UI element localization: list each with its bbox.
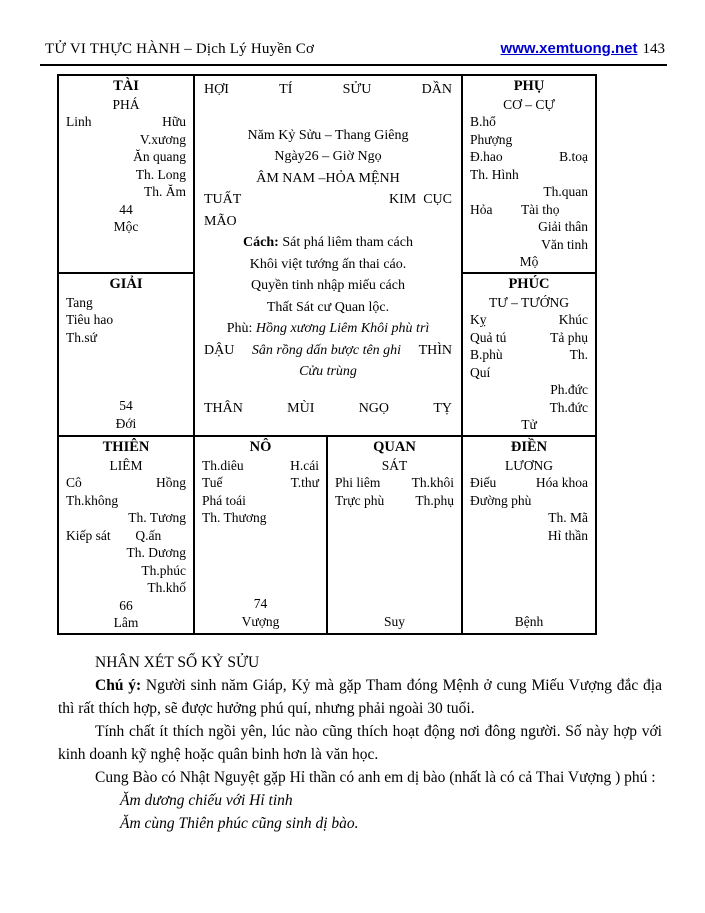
palace-thien xyxy=(59,437,193,633)
star-name: Cô xyxy=(66,475,82,490)
palace-phuc xyxy=(463,274,595,435)
star-name: Quả tú xyxy=(470,329,507,345)
branch-row-mao xyxy=(204,211,452,233)
star-line xyxy=(335,474,454,492)
star-name: Văn tinh xyxy=(541,236,588,252)
birth-info xyxy=(204,125,452,190)
star-name: Linh xyxy=(66,114,92,129)
life-stage: Bệnh xyxy=(514,613,544,629)
star-name: Quí xyxy=(470,364,491,380)
palace-no xyxy=(195,437,326,633)
star-name: Th. Dương xyxy=(126,545,186,560)
destiny-line: ÂM NAM –HỎA MỆNH xyxy=(256,170,400,186)
star-line xyxy=(470,183,588,201)
star-line xyxy=(66,509,186,527)
star-line xyxy=(470,131,588,149)
star-line xyxy=(470,474,588,492)
star-line xyxy=(470,399,588,417)
star-name: Điếu xyxy=(470,475,497,490)
tuvi-chart xyxy=(57,74,597,635)
verse-line: Ăm dương chiếu với Hỉ tinh xyxy=(120,792,293,809)
palace-title: GIẢI xyxy=(109,276,143,292)
cach-line-3: Quyền tinh nhập miếu cách xyxy=(251,278,405,293)
star-line xyxy=(470,166,588,184)
website-link[interactable]: www.xemtuong.net xyxy=(500,40,638,57)
phu-line-3 xyxy=(204,361,452,383)
palace-subtitle: PHÁ xyxy=(112,96,140,112)
star-name: Th.quan xyxy=(543,184,588,199)
star-name: Th.đức xyxy=(549,399,588,415)
star-line xyxy=(470,329,588,347)
palace-dien xyxy=(463,437,595,633)
life-stage: Mộc xyxy=(113,219,139,234)
star-name: B.hổ xyxy=(470,114,496,129)
phu-text: Sân rồng dấn bược tên ghi xyxy=(251,342,402,358)
star-line xyxy=(66,544,186,562)
palace-title: TÀI xyxy=(113,78,139,94)
star-line xyxy=(66,527,186,545)
header-right xyxy=(501,40,665,58)
phu-text: Hồng xương Liêm Khôi phù trì xyxy=(255,321,430,336)
cach-text: Sát phá liêm tham cách xyxy=(278,235,413,250)
star-name: Th. Ăm xyxy=(144,184,186,199)
star-name: Th. xyxy=(569,347,588,362)
star-line xyxy=(470,236,588,254)
cuc-label: KIM CỤC xyxy=(388,192,452,207)
star-name: Ăn quang xyxy=(133,149,186,164)
star-line xyxy=(470,527,588,545)
star-name: Hữu xyxy=(162,114,186,129)
palace-title: PHÚC xyxy=(508,276,550,292)
star-name: Ph.đức xyxy=(550,382,588,397)
verse-line: Ăm cùng Thiên phúc cũng sinh dị bào. xyxy=(120,815,359,832)
star-name: B.toạ xyxy=(559,149,588,164)
star-line xyxy=(202,492,319,510)
branch-label: THÌN xyxy=(418,342,452,358)
star-line xyxy=(66,148,186,166)
note-text: Người sinh năm Giáp, Kỷ mà gặp Tham đóng Mệnh ở cung Miếu Vượng đắc địa thì rất thích hợp, sẽ được hưởng phú quí, nhưng phải ngoài 30 tuổi. xyxy=(58,677,662,717)
star-line xyxy=(66,329,186,347)
decade-age: 66 xyxy=(119,597,133,613)
branch-label: MÙI xyxy=(287,400,315,416)
star-name: V.xương xyxy=(139,131,186,147)
star-name: T.thư xyxy=(290,475,319,490)
birth-day-line: Ngày26 – Giờ Ngọ xyxy=(274,149,382,164)
star-name: Tài thọ xyxy=(520,201,560,217)
palace-subtitle: CƠ – CỰ xyxy=(503,96,555,112)
star-line xyxy=(202,474,319,492)
star-name: Th.khố xyxy=(147,580,186,595)
star-line xyxy=(470,218,588,236)
star-name: Tả phụ xyxy=(550,329,588,345)
star-name: Phi liêm xyxy=(335,475,381,490)
star-line xyxy=(202,457,319,475)
palace-title: THIÊN xyxy=(102,439,150,455)
star-name: Th.khôi xyxy=(411,475,454,490)
star-line xyxy=(470,364,588,382)
branch-label: DẬU xyxy=(204,342,235,358)
decade-age: 54 xyxy=(119,398,133,413)
life-stage: Mộ xyxy=(519,254,539,269)
palace-tai xyxy=(59,76,193,272)
star-name: Hóa khoa xyxy=(535,475,588,490)
star-name: Khúc xyxy=(558,312,588,327)
star-name: Hỏa xyxy=(470,201,493,217)
palace-title: PHỤ xyxy=(513,78,545,94)
star-line xyxy=(66,562,186,580)
star-name: Th. Thương xyxy=(202,510,267,525)
branch-label: TÍ xyxy=(279,82,293,97)
star-name: Th.phụ xyxy=(415,492,454,508)
star-name: Kỵ xyxy=(470,312,487,327)
star-name: Hỉ thần xyxy=(547,527,588,543)
star-name: Tang xyxy=(66,294,93,310)
star-name: Phá toái xyxy=(202,492,246,508)
decade-age: 74 xyxy=(253,596,268,611)
star-line xyxy=(470,148,588,166)
header-divider xyxy=(40,64,667,66)
branch-row-bottom xyxy=(204,398,452,420)
note-paragraph: Tính chất ít thích ngồi yên, lúc nào cũng thích hoạt động nơi đông người. Số này hợp với kinh doanh kỹ nghệ hoặc quân binh hơn là văn học. xyxy=(58,723,662,763)
chart-center-cell xyxy=(195,76,461,435)
star-line xyxy=(66,183,186,201)
star-name: Th. Hình xyxy=(470,166,519,182)
cach-line-1 xyxy=(204,232,452,254)
star-line xyxy=(66,579,186,597)
star-name: Th.diêu xyxy=(202,457,244,473)
star-name: Th.không xyxy=(66,492,119,508)
decade-age: 44 xyxy=(119,201,133,217)
branch-row-top xyxy=(204,79,452,101)
star-line xyxy=(470,381,588,399)
star-name: B.phù xyxy=(470,347,503,362)
star-line xyxy=(470,509,588,527)
palace-title: QUAN xyxy=(373,439,416,455)
branch-label: SỬU xyxy=(342,82,372,97)
commentary-section xyxy=(58,651,662,835)
life-stage: Suy xyxy=(383,613,405,629)
star-line xyxy=(470,113,588,131)
branch-label: TỴ xyxy=(433,400,452,416)
star-name: Tiêu hao xyxy=(66,312,114,327)
branch-label: HỢI xyxy=(204,82,229,97)
branch-label: THÂN xyxy=(204,400,243,416)
cell-spacer xyxy=(66,346,186,397)
cach-line-4: Thất Sát cư Quan lộc. xyxy=(266,299,390,315)
cell-spacer xyxy=(470,544,588,613)
star-name: Th. Mã xyxy=(548,510,588,525)
branch-row-dau-thin xyxy=(204,340,452,362)
cach-label: Cách: xyxy=(243,235,279,250)
star-name: Kiếp sát xyxy=(66,527,111,543)
cach-line-2: Khôi việt tướng ấn thai cáo. xyxy=(249,256,407,272)
star-line xyxy=(470,346,588,364)
phu-text: Cửu trùng xyxy=(299,364,357,379)
palace-subtitle: LIÊM xyxy=(109,457,143,473)
palace-quan xyxy=(328,437,461,633)
star-line xyxy=(335,492,454,510)
star-line xyxy=(470,492,588,510)
branch-label: NGỌ xyxy=(358,400,390,416)
star-name: Đường phù xyxy=(470,492,532,508)
branch-label: TUẤT xyxy=(204,192,242,207)
star-line xyxy=(202,509,319,527)
star-line xyxy=(66,131,186,149)
life-stage: Lâm xyxy=(113,615,139,630)
star-name: Th.phúc xyxy=(141,562,186,578)
life-stage: Đới xyxy=(115,415,137,431)
star-name: Hồng xyxy=(156,475,186,490)
star-line xyxy=(66,166,186,184)
branch-label: DẦN xyxy=(421,82,452,97)
palace-subtitle: SÁT xyxy=(381,457,408,473)
palace-giai xyxy=(59,274,193,435)
star-name: Tuế xyxy=(202,475,223,490)
note-paragraph xyxy=(58,674,662,720)
life-stage: Tử xyxy=(521,417,537,432)
palace-subtitle: TƯ – TƯỚNG xyxy=(489,294,569,310)
star-name: H.cái xyxy=(290,457,319,473)
branch-label: MÃO xyxy=(204,213,237,229)
page-number: 143 xyxy=(642,41,665,57)
star-name: Th. Tương xyxy=(128,510,186,525)
star-name: Phượng xyxy=(470,131,513,147)
star-name: Th. Long xyxy=(135,166,186,182)
star-name: Th.sứ xyxy=(66,329,97,345)
palace-subtitle: LƯƠNG xyxy=(505,457,553,473)
life-stage: Vượng xyxy=(241,613,280,629)
birth-year-line: Năm Kỷ Sửu – Thang Giêng xyxy=(247,127,409,143)
star-line xyxy=(66,311,186,329)
star-line xyxy=(66,294,186,312)
star-line xyxy=(470,311,588,329)
star-name: Trực phù xyxy=(335,492,385,508)
phu-line-1 xyxy=(204,318,452,340)
palace-title: ĐIỀN xyxy=(510,439,548,455)
star-line xyxy=(470,201,588,219)
phu-label: Phù: xyxy=(226,321,253,336)
star-line xyxy=(66,474,186,492)
star-name: Đ.hao xyxy=(470,149,503,164)
branch-row-tuat xyxy=(204,189,452,211)
book-title: TỬ VI THỰC HÀNH – Dịch Lý Huyền Cơ xyxy=(45,41,315,57)
note-paragraph: Cung Bào có Nhật Nguyệt gặp Hỉ thần có anh em dị bào (nhất là có cả Thai Vượng ) phú : xyxy=(95,769,656,786)
star-line xyxy=(66,492,186,510)
palace-title: NÔ xyxy=(249,439,272,455)
palace-phu xyxy=(463,76,595,272)
page-header xyxy=(0,0,705,58)
star-name: Giải thân xyxy=(538,219,588,234)
star-name: Q.ấn xyxy=(135,527,162,543)
notes-heading: NHÂN XÉT SỐ KỶ SỬU xyxy=(95,654,260,671)
star-line xyxy=(66,113,186,131)
cell-spacer xyxy=(202,527,319,596)
cell-spacer xyxy=(335,509,454,613)
note-label: Chú ý: xyxy=(95,677,142,694)
